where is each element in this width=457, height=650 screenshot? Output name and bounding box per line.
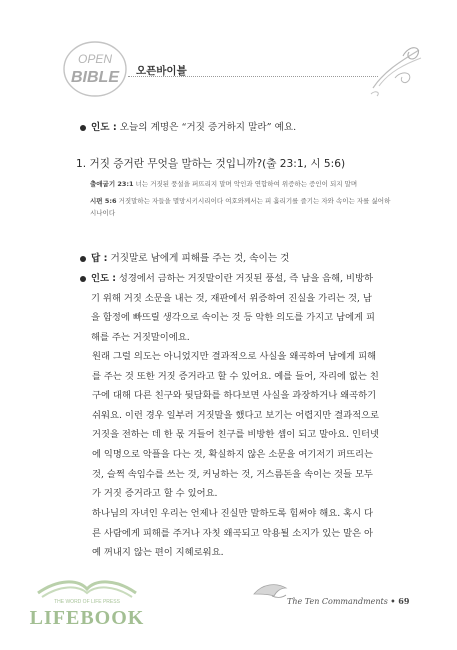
intro-line [91,118,296,138]
guide-line: 를 주는 것 또한 거짓 증거라고 할 수 있어요. 예를 들어, 자리에 없는 친 [92,370,379,382]
guide-line: 예 꺼내지 않는 편이 지혜로워요. [92,547,224,559]
guide-line: 쉬워요. 이런 경우 일부러 거짓말을 했다고 보기는 어렵지만 결과적으로 [92,409,380,421]
guide-line: 원래 그럴 의도는 아니었지만 결과적으로 사실을 왜곡하여 남에게 피해 [92,351,377,362]
guide-line: 에 익명으로 악플을 다는 것, 확실하지 않은 소문을 여기저기 퍼뜨리는 [92,448,374,460]
badge-top-text: OPEN [77,52,113,66]
guide-paragraph-2 [92,347,396,504]
running-footer [287,596,409,606]
ref-text: 거짓말하는 자들을 멸망시키시리이다 여호와께서는 피 흘리기를 즐기는 자와 속이는 자를 싫어하시나이다 [90,197,391,217]
scripture-ref-1 [90,178,395,190]
badge-bottom-text: BIBLE [71,69,119,86]
answer-label: 답 : [91,253,108,264]
guide-line [91,269,395,289]
guide-line: 기 위해 거짓 소문을 내는 것, 재판에서 위증하여 진실을 가리는 것, 남 [91,292,372,304]
question-title: 1. 거짓 증거란 무엇을 말하는 것입니까?(출 23:1, 시 5:6) [76,158,346,170]
guide-label: 인도 : [91,273,116,284]
guide-line: 가 거짓 증거라고 할 수 있어요. [92,488,218,500]
bullet-icon [80,256,86,262]
section-label: 오픈바이블 [136,65,187,77]
page-number: • 69 [390,596,410,606]
book-title: The Ten Commandments [287,597,388,606]
guide-line: 른 사람에게 피해를 주거나 자칫 왜곡되고 악용될 소지가 있는 말은 아 [92,527,374,539]
answer-text: 거짓말로 남에게 피해를 주는 것, 속이는 것 [107,253,290,264]
logo-tagline: THE WORD OF LIFE PRESS [54,599,120,605]
ref-label: 시편 5:6 [90,197,117,205]
guide-line: 거짓을 전하는 데 한 몫 거들어 친구를 비방한 셈이 되고 말아요. 인터넷 [92,429,379,441]
bullet-icon [80,276,86,282]
guide-paragraph-3 [92,504,396,563]
header-divider [128,76,378,77]
lifebook-logo [28,571,146,629]
logo-text: LIFEBOOK [29,607,145,629]
guide-line: 하나님의 자녀인 우리는 언제나 진실만 말하도록 힘써야 해요. 혹시 다 [92,508,374,519]
answer-line [91,249,289,269]
guide-line: 것, 슬쩍 속임수를 쓰는 것, 커닝하는 것, 거스름돈을 속이는 것들 모두 [92,468,373,480]
open-bible-badge [60,38,130,100]
scripture-ref-2 [90,195,395,219]
hat-icon [252,580,288,602]
guide-line: 해를 주는 거짓말이에요. [91,331,190,343]
ref-label: 출애굽기 23:1 [90,180,134,188]
bullet-icon [80,125,86,131]
intro-label: 인도 : [91,122,117,133]
ref-text: 너는 거짓된 풍설을 퍼뜨리지 말며 악인과 연합하여 위증하는 증인이 되지 말며 [133,180,358,188]
intro-text: 오늘의 계명은 “거짓 증거하지 말라” 예요. [116,122,297,133]
guide-text: 성경에서 금하는 거짓말이란 거짓된 풍설, 즉 남을 음해, 비방하 [115,273,373,284]
swirl-doodle-icon [365,40,427,98]
guide-line: 을 함정에 빠뜨릴 생각으로 속이는 것 등 악한 의도를 가지고 남에게 피 [91,312,375,324]
guide-paragraph-1 [91,269,395,347]
guide-line: 구에 대해 다른 친구와 뒷담화를 하다보면 사실을 과장하거나 왜곡하기 [92,390,377,402]
